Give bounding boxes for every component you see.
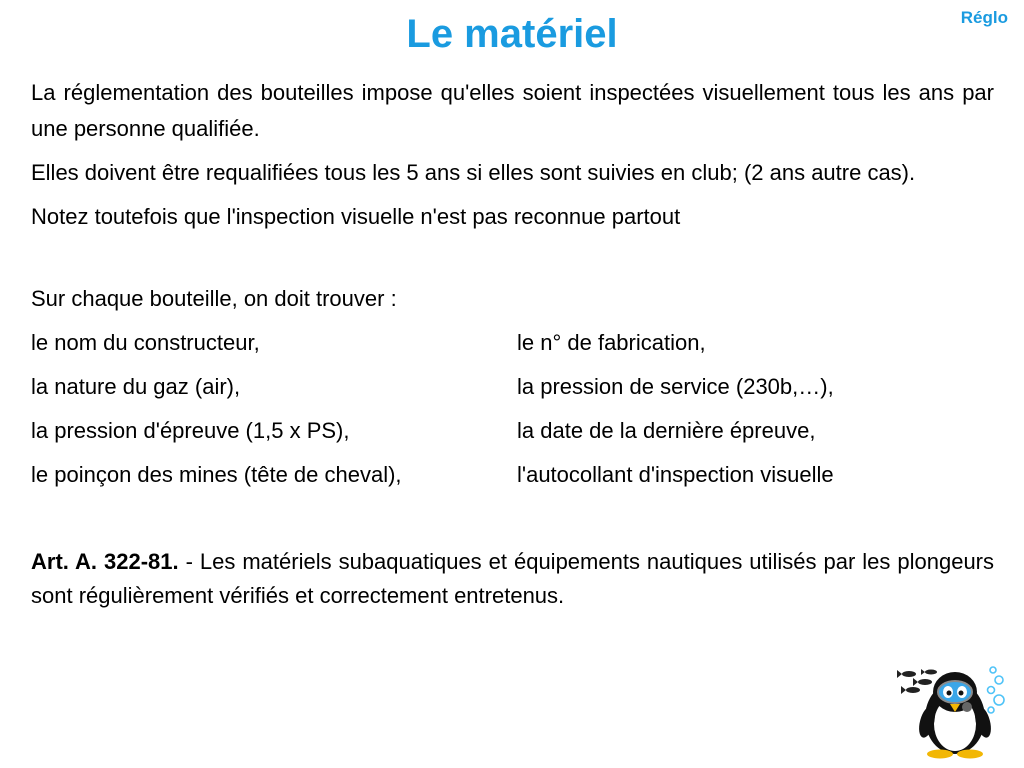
- article-paragraph: [31, 545, 994, 613]
- marking-list: [31, 281, 994, 493]
- marking-row: [31, 325, 994, 361]
- fish-icon: [897, 669, 937, 694]
- paragraph-visual-inspection-note: Notez toutefois que l'inspection visuelle n'est pas reconnue partout: [31, 204, 681, 229]
- marking-intro: Sur chaque bouteille, on doit trouver :: [31, 286, 397, 311]
- marking-right: le n° de fabrication,: [517, 330, 706, 355]
- marking-right: la date de la dernière épreuve,: [517, 418, 816, 443]
- paragraph-requalification: Elles doivent être requalifiées tous les 5 ans si elles sont suivies en club; (2 ans autre cas).: [31, 160, 916, 185]
- article-reference: Art. A. 322-81.: [31, 549, 179, 574]
- marking-left: le nom du constructeur,: [31, 330, 260, 355]
- marking-right: la pression de service (230b,…),: [517, 374, 834, 399]
- marking-row: [31, 413, 994, 449]
- corner-tag: Réglo: [960, 8, 1008, 27]
- slide-title: Le matériel: [406, 12, 618, 56]
- spacer: [31, 501, 994, 545]
- paragraph-regulation: La réglementation des bouteilles impose qu'elles soient inspectées visuellement tous les ans par une personne qualifiée.: [31, 80, 994, 141]
- slide-content: [31, 75, 994, 613]
- marking-row: [31, 369, 994, 405]
- marking-right: l'autocollant d'inspection visuelle: [517, 462, 834, 487]
- marking-row: [31, 457, 994, 493]
- marking-left: la pression d'épreuve (1,5 x PS),: [31, 418, 350, 443]
- diver-penguin-icon: [895, 660, 1013, 760]
- bubbles-icon: [988, 667, 1005, 713]
- marking-left: le poinçon des mines (tête de cheval),: [31, 462, 402, 487]
- article-text: - Les matériels subaquatiques et équipements nautiques utilisés par les plongeurs sont régulièrement vérifiés et correctement entretenus.: [31, 549, 995, 608]
- marking-left: la nature du gaz (air),: [31, 374, 241, 399]
- spacer: [31, 243, 994, 281]
